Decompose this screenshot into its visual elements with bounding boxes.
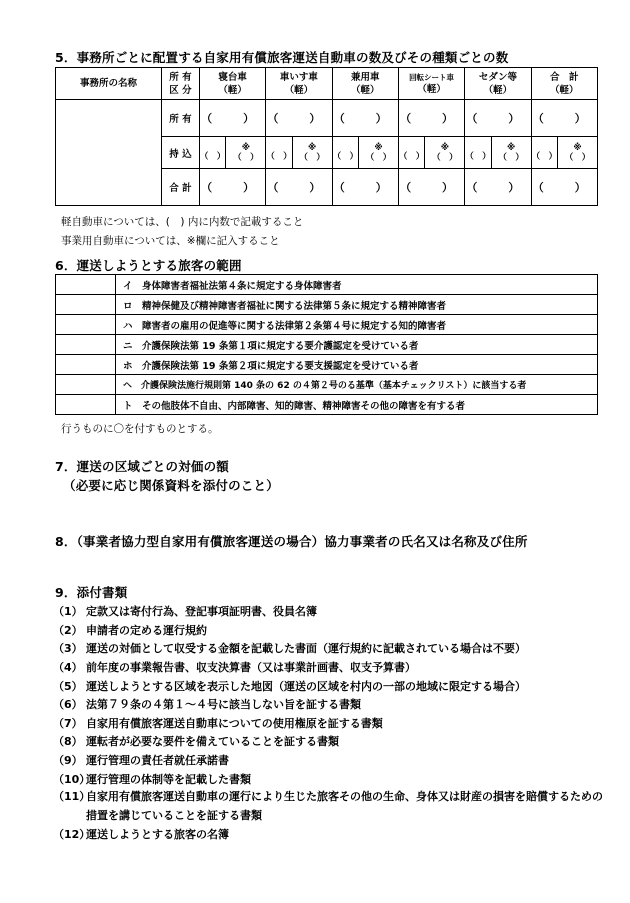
mark-text: ※ — [507, 142, 516, 153]
scope-text: ヘ 介護保険法施行規則第 140 条の 62 の４第２号のる基準（基本チェックリスト）に該当する者 — [116, 375, 598, 395]
office-name-header: 事務所の名称 — [56, 68, 162, 100]
paren-text: （ ） — [398, 151, 425, 162]
item-text: 運行管理の責任者就任承諾書 — [86, 754, 229, 768]
paren-text: （ ） — [531, 151, 558, 162]
vehicle-name: 寝台車 — [218, 71, 247, 83]
table-row — [56, 375, 598, 395]
item-text: 運送しようとする旅客の名簿 — [86, 828, 229, 842]
item-number: （8） — [53, 735, 83, 749]
brought-mark-cell[interactable] — [226, 137, 266, 169]
paren-text: （ ） — [498, 152, 524, 163]
item-number: （4） — [53, 661, 83, 675]
vehicle-sub: （軽） — [350, 84, 380, 96]
total-cell[interactable]: （ ） — [398, 169, 464, 206]
paren-text: （ ） — [432, 152, 458, 163]
vehicle-header-dual — [332, 68, 398, 100]
paren-text: （ ） — [332, 151, 359, 162]
vehicle-header-swivel — [398, 68, 464, 100]
table-row — [56, 355, 598, 375]
scope-text: ニ 介護保険法第 19 条第１項に規定する要介護認定を受けている者 — [116, 335, 598, 355]
section7-title: 7．運送の区域ごとの対価の額 — [55, 459, 229, 474]
vehicle-header-wheelchair — [266, 68, 332, 100]
item-number: （3） — [53, 642, 83, 656]
row-label: 所 有 — [161, 100, 199, 137]
brought-cell[interactable] — [531, 137, 558, 169]
table-row — [56, 275, 598, 295]
kubun-header — [161, 68, 199, 100]
section9-title: 9．添付書類 — [55, 585, 128, 600]
list-item — [53, 639, 623, 658]
kubun-header-line2: 区 分 — [169, 84, 192, 96]
mark-text: ※ — [374, 142, 383, 153]
table-row — [56, 295, 598, 315]
check-cell[interactable] — [56, 395, 116, 415]
kubun-header-line1: 所 有 — [169, 71, 192, 83]
mark-text: ※ — [241, 142, 250, 153]
item-text: 自家用有償旅客運送自動車の運行により生じた旅客その他の生命、身体又は財産の損害を賠償するための措置を講じていることを証する書類 — [86, 789, 603, 822]
section5-note-kei: 軽自動車については、( ) 内に内数で記載すること — [61, 216, 304, 228]
paren-text: （ ） — [465, 151, 491, 162]
attachment-list — [53, 602, 623, 844]
vehicle-sub: （軽） — [417, 83, 446, 95]
brought-cell[interactable] — [332, 137, 359, 169]
brought-cell[interactable] — [266, 137, 293, 169]
item-text: 法第７９条の４第１～４号に該当しない旨を証する書類 — [86, 698, 361, 712]
section7-subtitle: （必要に応じ関係資料を添付のこと） — [63, 478, 279, 493]
owned-cell[interactable]: （ ） — [266, 100, 332, 137]
scope-text: ホ 介護保険法第 19 条第２項に規定する要支援認定を受けている者 — [116, 355, 598, 375]
row-label: 持 込 — [161, 137, 199, 169]
scope-text: ハ 障害者の雇用の促進等に関する法律第２条第４号に規定する知的障害者 — [116, 315, 598, 335]
vehicle-name: 車いす車 — [279, 71, 318, 83]
total-cell[interactable]: （ ） — [266, 169, 332, 206]
list-item — [53, 621, 623, 640]
vehicle-sub: （軽） — [284, 84, 314, 96]
brought-cell[interactable] — [398, 137, 425, 169]
item-number: （7） — [53, 716, 83, 730]
vehicle-name: 合 計 — [550, 71, 579, 83]
item-number: （1） — [53, 605, 83, 619]
brought-mark-cell[interactable] — [425, 137, 465, 169]
item-number: （6） — [53, 698, 83, 712]
section6-note: 行うものに〇を付すものとする。 — [61, 423, 219, 435]
paren-text: （ ） — [233, 152, 259, 163]
vehicle-sub: （軽） — [218, 84, 247, 96]
table-row — [56, 335, 598, 355]
check-cell[interactable] — [56, 295, 116, 315]
brought-cell[interactable] — [199, 137, 226, 169]
owned-cell[interactable]: （ ） — [531, 100, 597, 137]
scope-text: ロ 精神保健及び精神障害者福祉に関する法律第５条に規定する精神障害者 — [116, 295, 598, 315]
table-row-owned — [56, 100, 598, 137]
check-cell[interactable] — [56, 355, 116, 375]
passenger-scope-table — [55, 274, 598, 415]
brought-mark-cell[interactable] — [359, 137, 399, 169]
list-item — [53, 676, 623, 695]
vehicle-name: セダン等 — [478, 71, 517, 83]
item-text: 運送しようとする区域を表示した地図（運送の区域を村内の一部の地域に限定する場合） — [86, 679, 526, 693]
table-row — [56, 395, 598, 415]
office-name-cell[interactable] — [56, 100, 162, 206]
list-item — [53, 825, 623, 844]
list-item — [53, 695, 623, 714]
brought-cell[interactable] — [465, 137, 492, 169]
list-item — [53, 658, 623, 677]
item-number: （11） — [53, 789, 91, 803]
vehicle-count-table — [55, 67, 598, 206]
item-text: 自家用有償旅客運送自動車についての使用権原を証する書類 — [86, 716, 383, 730]
owned-cell[interactable]: （ ） — [398, 100, 464, 137]
scope-text: ト その他肢体不自由、内部障害、知的障害、精神障害その他の障害を有する者 — [116, 395, 598, 415]
vehicle-header-total — [531, 68, 597, 100]
paren-text: （ ） — [199, 151, 226, 162]
paren-text: （ ） — [266, 151, 292, 162]
owned-cell[interactable]: （ ） — [332, 100, 398, 137]
owned-cell[interactable]: （ ） — [199, 100, 265, 137]
item-text: 運行管理の体制等を記載した書類 — [86, 772, 251, 786]
list-item — [53, 602, 623, 621]
vehicle-header-sleeper — [199, 68, 265, 100]
scope-text: イ 身体障害者福祉法第４条に規定する身体障害者 — [116, 275, 598, 295]
check-cell[interactable] — [56, 375, 116, 395]
list-item — [53, 769, 623, 788]
item-text: 申請者の定める運行規約 — [86, 623, 207, 637]
item-number: （2） — [53, 623, 83, 637]
mark-text: ※ — [573, 142, 582, 153]
list-item — [53, 732, 623, 751]
list-item — [53, 788, 623, 825]
check-cell[interactable] — [56, 335, 116, 355]
paren-text: （ ） — [365, 152, 392, 163]
list-item — [53, 751, 623, 770]
vehicle-name: 兼用車 — [350, 71, 380, 83]
vehicle-header-sedan — [465, 68, 531, 100]
total-cell[interactable]: （ ） — [531, 169, 597, 206]
check-cell[interactable] — [56, 315, 116, 335]
section6-title: 6．運送しようとする旅客の範囲 — [55, 258, 242, 273]
mark-text: ※ — [440, 142, 449, 153]
total-cell[interactable]: （ ） — [199, 169, 265, 206]
item-text: 前年度の事業報告書、収支決算書（又は事業計画書、収支予算書） — [86, 661, 416, 675]
item-number: （5） — [53, 679, 83, 693]
section5-title: 5．事務所ごとに配置する自家用有償旅客運送自動車の数及びその種類ごとの数 — [55, 50, 509, 65]
vehicle-sub: （軽） — [550, 84, 579, 96]
brought-mark-cell[interactable] — [558, 137, 598, 169]
mark-text: ※ — [308, 142, 317, 153]
owned-cell[interactable]: （ ） — [465, 100, 531, 137]
item-text: 運転者が必要な要件を備えていることを証する書類 — [86, 735, 339, 749]
table-row — [56, 315, 598, 335]
item-number: （9） — [53, 754, 83, 768]
item-text: 定款又は寄付行為、登記事項証明書、役員名簿 — [86, 605, 317, 619]
brought-mark-cell[interactable] — [292, 137, 332, 169]
brought-mark-cell[interactable] — [491, 137, 531, 169]
total-cell[interactable]: （ ） — [332, 169, 398, 206]
paren-text: （ ） — [564, 152, 591, 163]
section5-note-business: 事業用自動車については、※欄に記入すること — [61, 235, 280, 247]
check-cell[interactable] — [56, 275, 116, 295]
list-item — [53, 714, 623, 733]
row-label: 合 計 — [161, 169, 199, 206]
vehicle-sub: （軽） — [483, 84, 513, 96]
item-number: （10） — [53, 772, 91, 786]
paren-text: （ ） — [299, 152, 325, 163]
vehicle-name: 回転シート車 — [409, 72, 455, 82]
total-cell[interactable]: （ ） — [465, 169, 531, 206]
section8-title: 8．（事業者協力型自家用有償旅客運送の場合）協力事業者の氏名又は名称及び住所 — [55, 534, 528, 549]
item-text: 運送の対価として収受する金額を記載した書面（運行規約に記載されている場合は不要） — [86, 642, 526, 656]
item-number: （12） — [53, 828, 91, 842]
